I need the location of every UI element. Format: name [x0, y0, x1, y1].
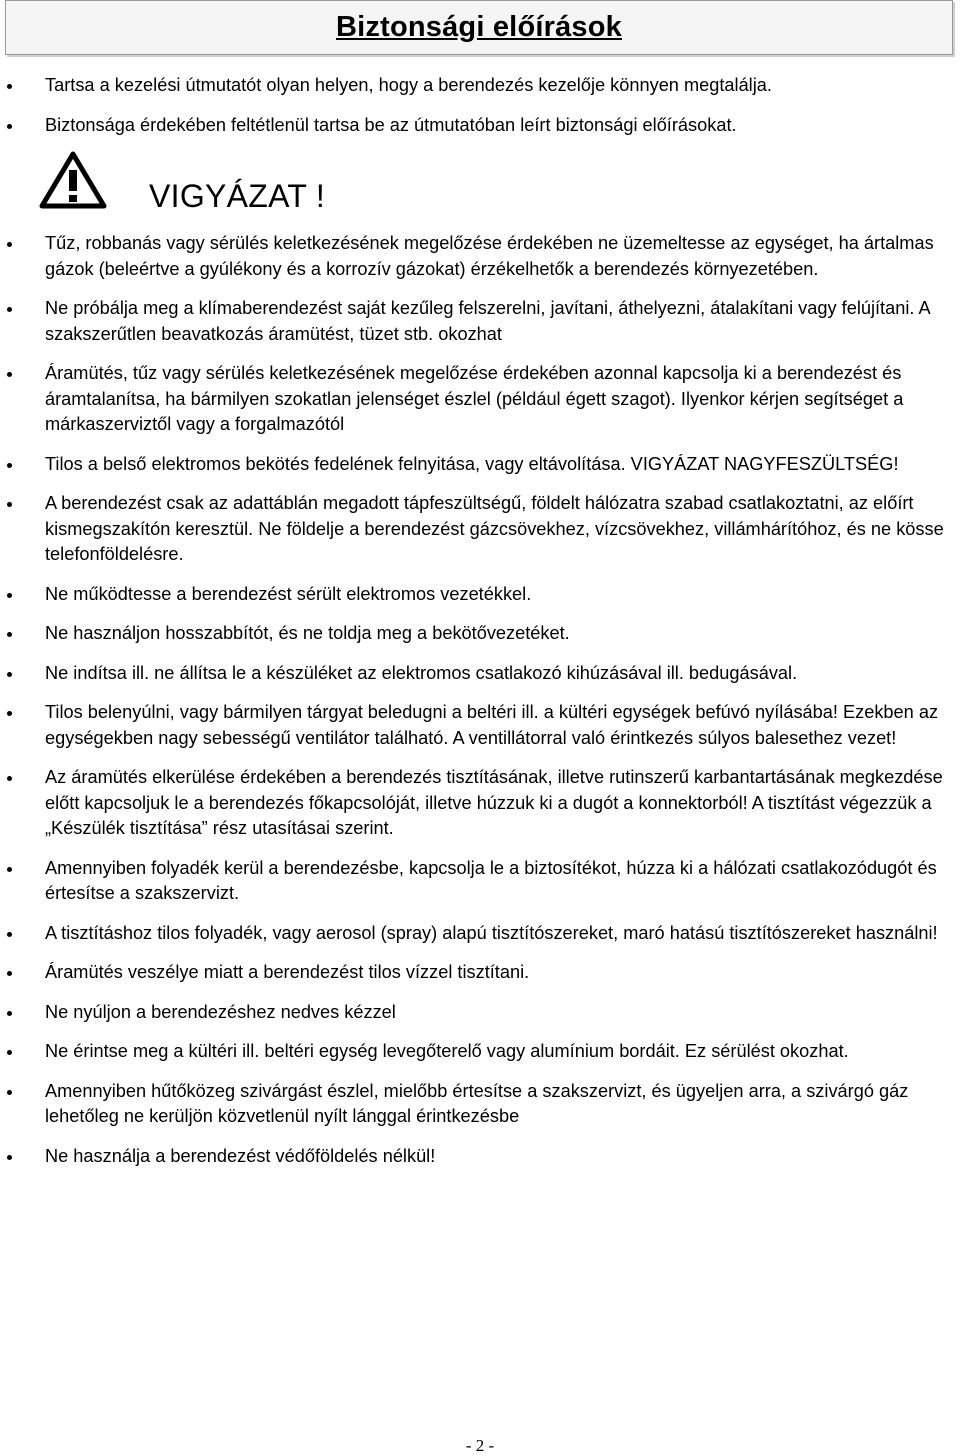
- list-item-text: Áramütés, tűz vagy sérülés keletkezésének megelőzése érdekében azonnal kapcsolja ki a berendezést és áramtalanítsa, ha bármilyen szokatlan jelenséget észlel (például égett szagot). Ilyenkor kérjen segítséget a márkaszerviztől vagy a forgalmazótól: [45, 363, 904, 434]
- list-item-text: Ne működtesse a berendezést sérült elektromos vezetékkel.: [45, 583, 532, 604]
- bullet-icon: [7, 672, 12, 677]
- list-item: [0, 1144, 960, 1170]
- list-item-text: Amennyiben hűtőközeg szivárgást észlel, mielőbb értesítse a szakszervizt, és ügyeljen arra, a szivárgó gáz lehetőleg ne kerüljön közvetlenül nyílt lánggal érintkezésbe: [45, 1080, 909, 1126]
- bullet-icon: [7, 84, 12, 89]
- title-box: [5, 0, 953, 55]
- warning-triangle-icon: [38, 150, 108, 210]
- list-item-text: Ne használja a berendezést védőföldelés nélkül!: [45, 1145, 436, 1166]
- list-item: [0, 113, 960, 139]
- page-title: Biztonsági előírások: [335, 11, 622, 43]
- bullet-icon: [7, 1011, 12, 1016]
- list-item: [0, 960, 960, 986]
- list-item-text: Tilos belenyúlni, vagy bármilyen tárgyat beledugni a beltéri ill. a kültéri egységek befúvó nyílásába! Ezekben az egységekben nagy sebességű ventilátor található. A ventillátorral való érintkezés súlyos balesethez vezet!: [45, 702, 939, 748]
- list-item-text: A berendezést csak az adattáblán megadott tápfeszültségű, földelt hálózatra szabad csatlakoztatni, az előírt kismegszakítón keresztül. Ne földelje a berendezést gázcsövekhez, vízcsövekhez, villámhárítóhoz, és ne kösse telefonföldelésre.: [45, 493, 944, 564]
- list-item: [0, 856, 960, 907]
- list-item: [0, 1079, 960, 1130]
- list-item-text: Áramütés veszélye miatt a berendezést tilos vízzel tisztítani.: [45, 962, 530, 982]
- bullet-icon: [7, 124, 12, 129]
- bullet-icon: [7, 593, 12, 598]
- list-item-text: Ne nyúljon a berendezéshez nedves kézzel: [45, 1001, 396, 1022]
- list-item: [0, 582, 960, 608]
- list-item-text: Tilos a belső elektromos bekötés fedelének felnyitása, vagy eltávolítása. VIGYÁZAT NAGYFESZÜLTSÉG!: [45, 453, 899, 474]
- list-item: [0, 700, 960, 751]
- list-item: [0, 765, 960, 842]
- list-item: [0, 921, 960, 947]
- bullet-icon: [7, 1155, 12, 1160]
- bullet-icon: [7, 776, 12, 781]
- bullet-icon: [7, 632, 12, 637]
- list-item-text: Az áramütés elkerülése érdekében a berendezés tisztításának, illetve rutinszerű karbantartásának megkezdése előtt kapcsoljuk le a berendezés főkapcsolóját, illetve húzzuk ki a dugót a konnektorból! A tisztítást végezzük a „Készülék tisztítása” rész utasításai szerint.: [45, 767, 943, 838]
- bullet-icon: [7, 372, 12, 377]
- list-item: [0, 1039, 960, 1065]
- bullet-icon: [7, 867, 12, 872]
- list-item: [0, 661, 960, 687]
- list-item: [0, 491, 960, 568]
- list-item: [0, 621, 960, 647]
- list-item-text: Ne használjon hosszabbítót, és ne toldja meg a bekötővezetéket.: [45, 623, 570, 643]
- list-item-text: Tűz, robbanás vagy sérülés keletkezésének megelőzése érdekében ne üzemeltesse az egységet, ha ártalmas gázok (beleértve a gyúlékony és a korrozív gázokat) érzékelhetők a berendezés környezetében.: [45, 233, 934, 279]
- warning-banner: [38, 150, 438, 220]
- page-number: - 2 -: [465, 1436, 495, 1455]
- list-item: [0, 231, 960, 282]
- bullet-icon: [7, 242, 12, 247]
- safety-list: [0, 231, 960, 1183]
- list-item-text: A tisztításhoz tilos folyadék, vagy aerosol (spray) alapú tisztítószereket, maró hatású tisztítószereket használni!: [45, 922, 938, 943]
- list-item-text: Amennyiben folyadék kerül a berendezésbe, kapcsolja le a biztosítékot, húzza ki a hálózati csatlakozódugót és értesítse a szakszervizt.: [45, 857, 937, 903]
- bullet-icon: [7, 1090, 12, 1095]
- list-item: [0, 361, 960, 438]
- list-item: [0, 73, 960, 99]
- warning-text: VIGYÁZAT !: [149, 178, 326, 214]
- bullet-icon: [7, 932, 12, 937]
- list-item-text: Ne érintse meg a kültéri ill. beltéri egység levegőterelő vagy alumínium bordáit. Ez sérülést okozhat.: [45, 1041, 849, 1061]
- list-item-text: Tartsa a kezelési útmutatót olyan helyen, hogy a berendezés kezelője könnyen megtalálja.: [45, 75, 772, 95]
- list-item-text: Ne próbálja meg a klímaberendezést saját kezűleg felszerelni, javítani, áthelyezni, átalakítani vagy felújítani. A szakszerűtlen beavatkozás áramütést, tüzet stb. okozhat: [45, 298, 930, 344]
- bullet-icon: [7, 307, 12, 312]
- intro-list: [0, 73, 960, 152]
- list-item: [0, 452, 960, 478]
- list-item: [0, 296, 960, 347]
- bullet-icon: [7, 463, 12, 468]
- bullet-icon: [7, 971, 12, 976]
- list-item-text: Biztonsága érdekében feltétlenül tartsa be az útmutatóban leírt biztonsági előírásokat.: [45, 114, 737, 135]
- bullet-icon: [7, 711, 12, 716]
- list-item: [0, 1000, 960, 1026]
- list-item-text: Ne indítsa ill. ne állítsa le a készüléket az elektromos csatlakozó kihúzásával ill. bedugásával.: [45, 662, 798, 683]
- bullet-icon: [7, 502, 12, 507]
- bullet-icon: [7, 1050, 12, 1055]
